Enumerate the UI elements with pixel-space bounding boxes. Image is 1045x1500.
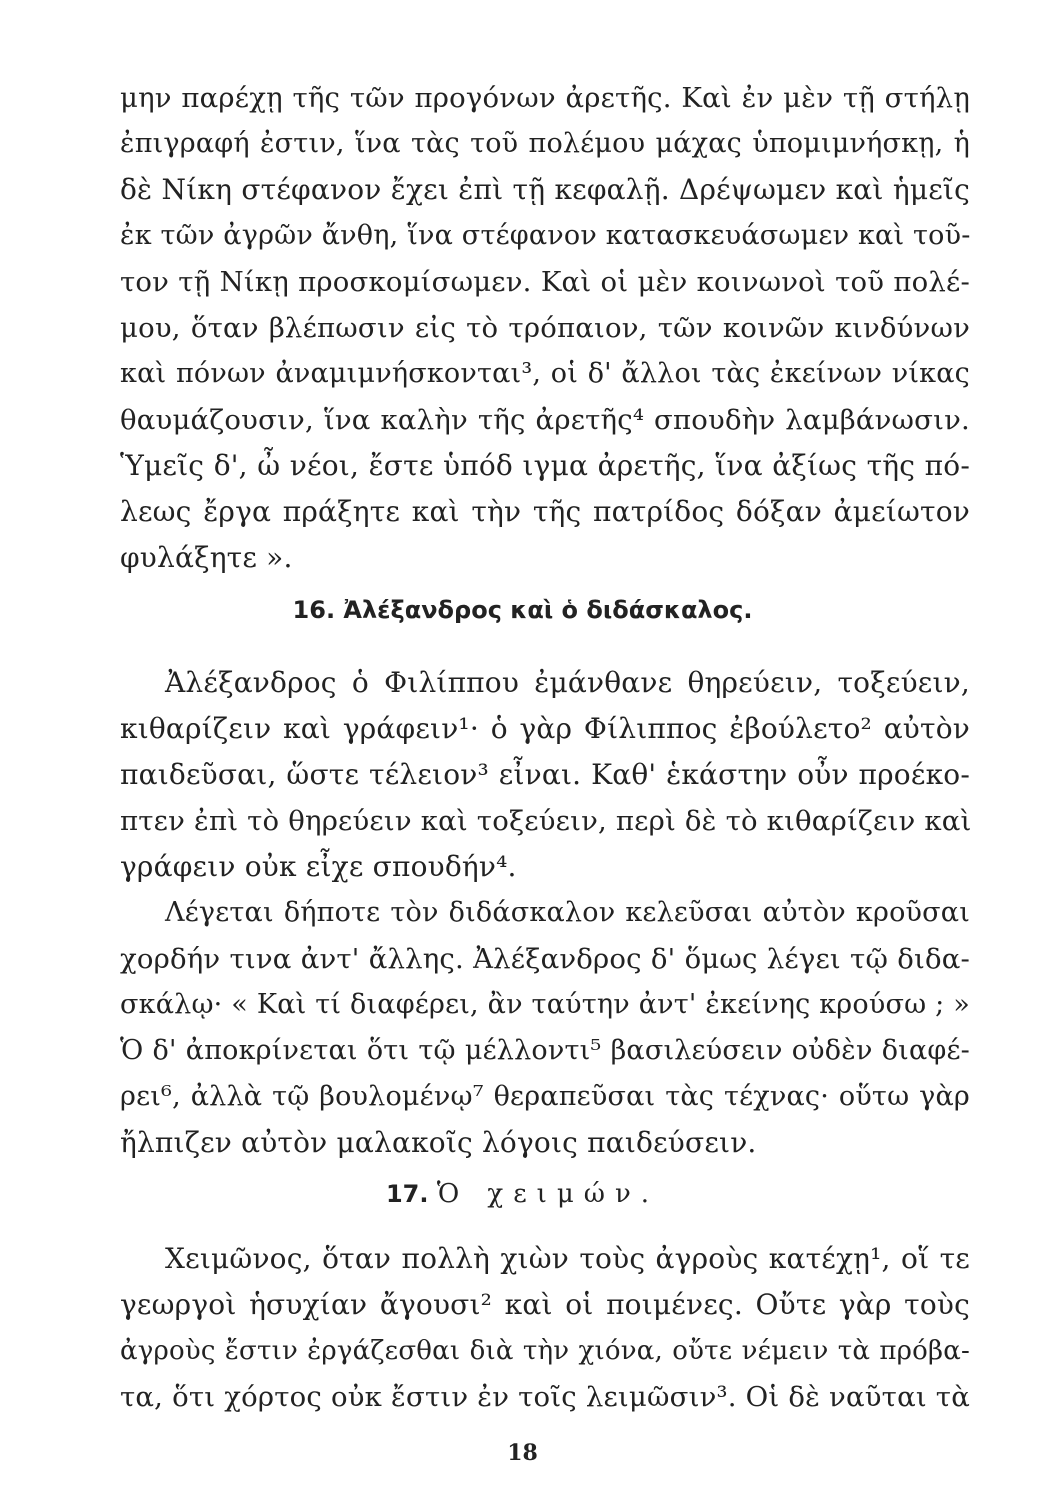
text-line: φυλάξητε ». <box>120 541 293 574</box>
text-line: γεωργοὶ ἡσυχίαν ἄγουσι² καὶ οἱ ποιμένες. Οὔτε γὰρ τοὺς <box>120 1288 970 1321</box>
text-line: σκάλῳ· « Καὶ τί διαφέρει, ἂν ταύτην ἀντ' ἐκείνης κρούσω ; » <box>120 989 970 1020</box>
text-line: ἀγροὺς ἔστιν ἐργάζεσθαι διὰ τὴν χιόνα, οὔτε νέμειν τὰ πρόβα- <box>120 1336 970 1366</box>
text-line: χορδήν τινα ἀντ' ἄλλης. Ἀλέξανδρος δ' ὅμως λέγει τῷ διδα- <box>120 943 970 975</box>
text-line: θαυμάζουσιν, ἵνα καλὴν τῆς ἀρετῆς⁴ σπουδὴν λαμβάνωσιν. <box>120 404 970 436</box>
section-heading-16 <box>0 590 1045 630</box>
text-line: τα, ὅτι χόρτος οὐκ ἔστιν ἐν τοῖς λειμῶσιν³. Οἱ δὲ ναῦται τὰ <box>120 1381 970 1413</box>
text-line: κιθαρίζειν καὶ γράφειν¹· ὁ γὰρ Φίλιππος ἐβούλετο² αὐτὸν <box>120 712 970 745</box>
text-line: δὲ Νίκη στέφανον ἔχει ἐπὶ τῇ κεφαλῇ. Δρέψωμεν καὶ ἡμεῖς <box>120 173 970 206</box>
text-line: ρει⁶, ἀλλὰ τῷ βουλομένῳ⁷ θεραπεῦσαι τὰς τέχνας· οὕτω γὰρ <box>120 1081 970 1112</box>
text-line: ἤλπιζεν αὐτὸν μαλακοῖς λόγοις παιδεύσειν. <box>120 1126 757 1159</box>
text-line: γράφειν οὐκ εἶχε σπουδήν⁴. <box>120 850 517 883</box>
text-line: Ἀλέξανδρος ὁ Φιλίππου ἐμάνθανε θηρεύειν, τοξεύειν, <box>165 666 970 699</box>
text-line: πτεν ἐπὶ τὸ θηρεύειν καὶ τοξεύειν, περὶ δὲ τὸ κιθαρίζειν καὶ <box>120 805 972 837</box>
section-title: Ὁ χειμών. <box>436 1179 660 1209</box>
text-line: ἐκ τῶν ἀγρῶν ἄνθη, ἵνα στέφανον κατασκευάσωμεν καὶ τοῦ- <box>120 220 971 251</box>
section-number: 16. <box>292 596 336 624</box>
section-number: 17. <box>385 1180 429 1208</box>
text-line: λεως ἔργα πράξητε καὶ τὴν τῆς πατρίδος δόξαν ἀμείωτον <box>120 495 970 528</box>
text-line: Ὁ δ' ἀποκρίνεται ὅτι τῷ μέλλοντι⁵ βασιλεύσειν οὐδὲν διαφέ- <box>120 1035 970 1066</box>
section-title: Ἀλέξανδρος καὶ ὁ διδάσκαλος. <box>343 596 753 624</box>
text-line: Χειμῶνος, ὅταν πολλὴ χιὼν τοὺς ἀγροὺς κατέχῃ¹, οἵ τε <box>165 1242 970 1275</box>
text-line: μην παρέχῃ τῆς τῶν προγόνων ἀρετῆς. Καὶ ἐν μὲν τῇ στήλῃ <box>120 82 970 114</box>
text-line: τον τῇ Νίκῃ προσκομίσωμεν. Καὶ οἱ μὲν κοινωνοὶ τοῦ πολέ- <box>120 266 970 298</box>
text-line: καὶ πόνων ἀναμιμνήσκονται³, οἱ δ' ἄλλοι τὰς ἐκείνων νίκας <box>120 358 970 389</box>
text-line: Ὑμεῖς δ', ὦ νέοι, ἔστε ὑπόδ ιγμα ἀρετῆς, ἵνα ἀξίως τῆς πό- <box>120 449 970 482</box>
text-line: ἐπιγραφή ἐστιν, ἵνα τὰς τοῦ πολέμου μάχας ὑπομιμνήσκῃ, ἡ <box>120 128 970 159</box>
text-line: μου, ὅταν βλέπωσιν εἰς τὸ τρόπαιον, τῶν κοινῶν κινδύνων <box>120 312 970 344</box>
text-line: παιδεῦσαι, ὥστε τέλειον³ εἶναι. Καθ' ἑκάστην οὖν προέκο- <box>120 758 970 791</box>
page-number: 18 <box>507 1440 538 1466</box>
section-heading-17 <box>0 1174 1045 1214</box>
text-line: Λέγεται δήποτε τὸν διδάσκαλον κελεῦσαι αὐτὸν κροῦσαι <box>165 897 970 928</box>
